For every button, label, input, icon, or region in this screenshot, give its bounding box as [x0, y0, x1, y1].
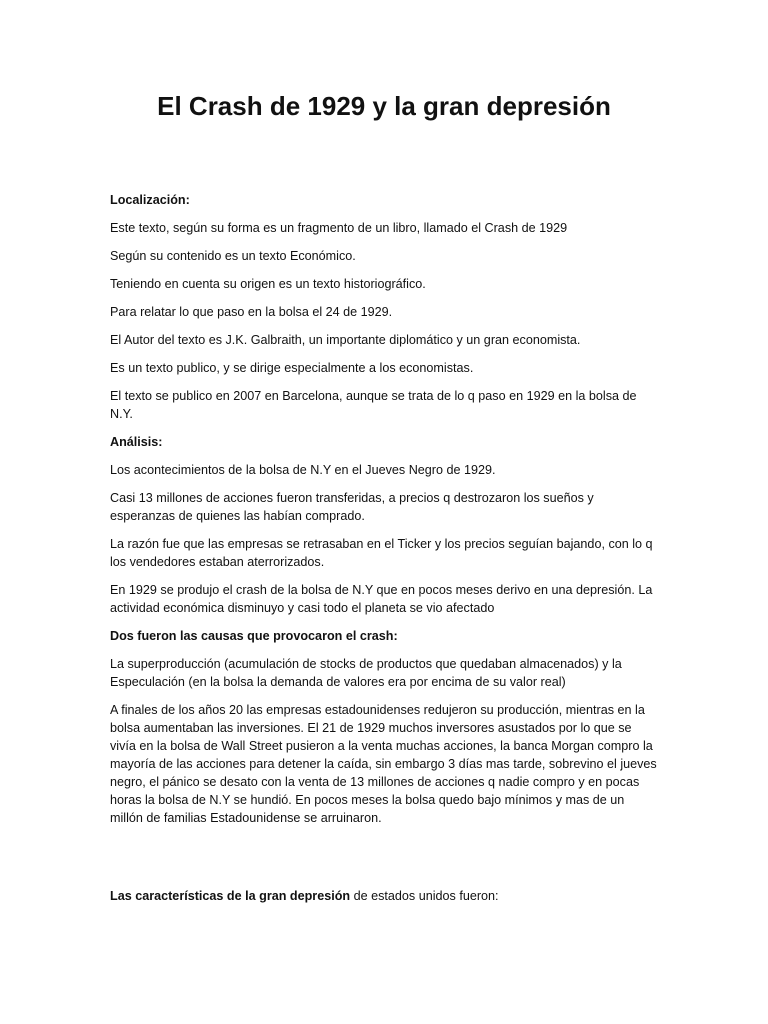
paragraph: Los acontecimientos de la bolsa de N.Y en el Jueves Negro de 1929. — [110, 463, 496, 477]
paragraph: En 1929 se produjo el crash de la bolsa de N.Y que en pocos meses derivo en una depresión. La actividad económica disminuyo y casi todo el planeta se vio afectado — [110, 583, 653, 615]
paragraph: El texto se publico en 2007 en Barcelona, aunque se trata de lo q paso en 1929 en la bolsa de N.Y. — [110, 389, 637, 421]
paragraph: La superproducción (acumulación de stocks de productos que quedaban almacenados) y la Especulación (en la bolsa la demanda de valores era por encima de su valor real) — [110, 657, 622, 689]
paragraph: A finales de los años 20 las empresas estadounidenses redujeron su producción, mientras en la bolsa aumentaban las inversiones. El 21 de 1929 muchos inversores asustados por lo que se vivía en la bolsa de Wall Street pusieron a la venta muchas acciones, la banca Morgan compro la mayoría de las acciones para detener la caída, sin embargo 3 días mas tarde, sobrevino el jueves negro, el pánico se desato con la venta de 13 millones de acciones q nadie compro y en pocas horas la bolsa de N.Y se hundió. En pocos meses la bolsa quedo bajo mínimos y mas de un millón de familias Estadounidense se arruinaron. — [110, 703, 657, 825]
localizacion-heading: Localización: — [110, 193, 190, 207]
document-body — [110, 191, 658, 915]
spacer — [110, 837, 658, 887]
caracteristicas-bold: Las características de la gran depresión — [110, 889, 351, 903]
paragraph: Casi 13 millones de acciones fueron transferidas, a precios q destrozaron los sueños y esperanzas de quienes las habían comprado. — [110, 491, 594, 523]
caracteristicas-paragraph — [110, 887, 658, 905]
paragraph: Este texto, según su forma es un fragmento de un libro, llamado el Crash de 1929 — [110, 221, 568, 235]
paragraph: Teniendo en cuenta su origen es un texto historiográfico. — [110, 277, 426, 291]
paragraph: Según su contenido es un texto Económico. — [110, 249, 356, 263]
page-title: El Crash de 1929 y la gran depresión — [157, 91, 611, 121]
analisis-heading: Análisis: — [110, 435, 163, 449]
caracteristicas-rest: de estados unidos fueron: — [350, 889, 499, 903]
paragraph: Es un texto publico, y se dirige especialmente a los economistas. — [110, 361, 474, 375]
paragraph: La razón fue que las empresas se retrasaban en el Ticker y los precios seguían bajando, con lo q los vendedores estaban aterrorizados. — [110, 537, 653, 569]
paragraph: El Autor del texto es J.K. Galbraith, un importante diplomático y un gran economista. — [110, 333, 581, 347]
causas-heading: Dos fueron las causas que provocaron el crash: — [110, 629, 398, 643]
paragraph: Para relatar lo que paso en la bolsa el 24 de 1929. — [110, 305, 393, 319]
